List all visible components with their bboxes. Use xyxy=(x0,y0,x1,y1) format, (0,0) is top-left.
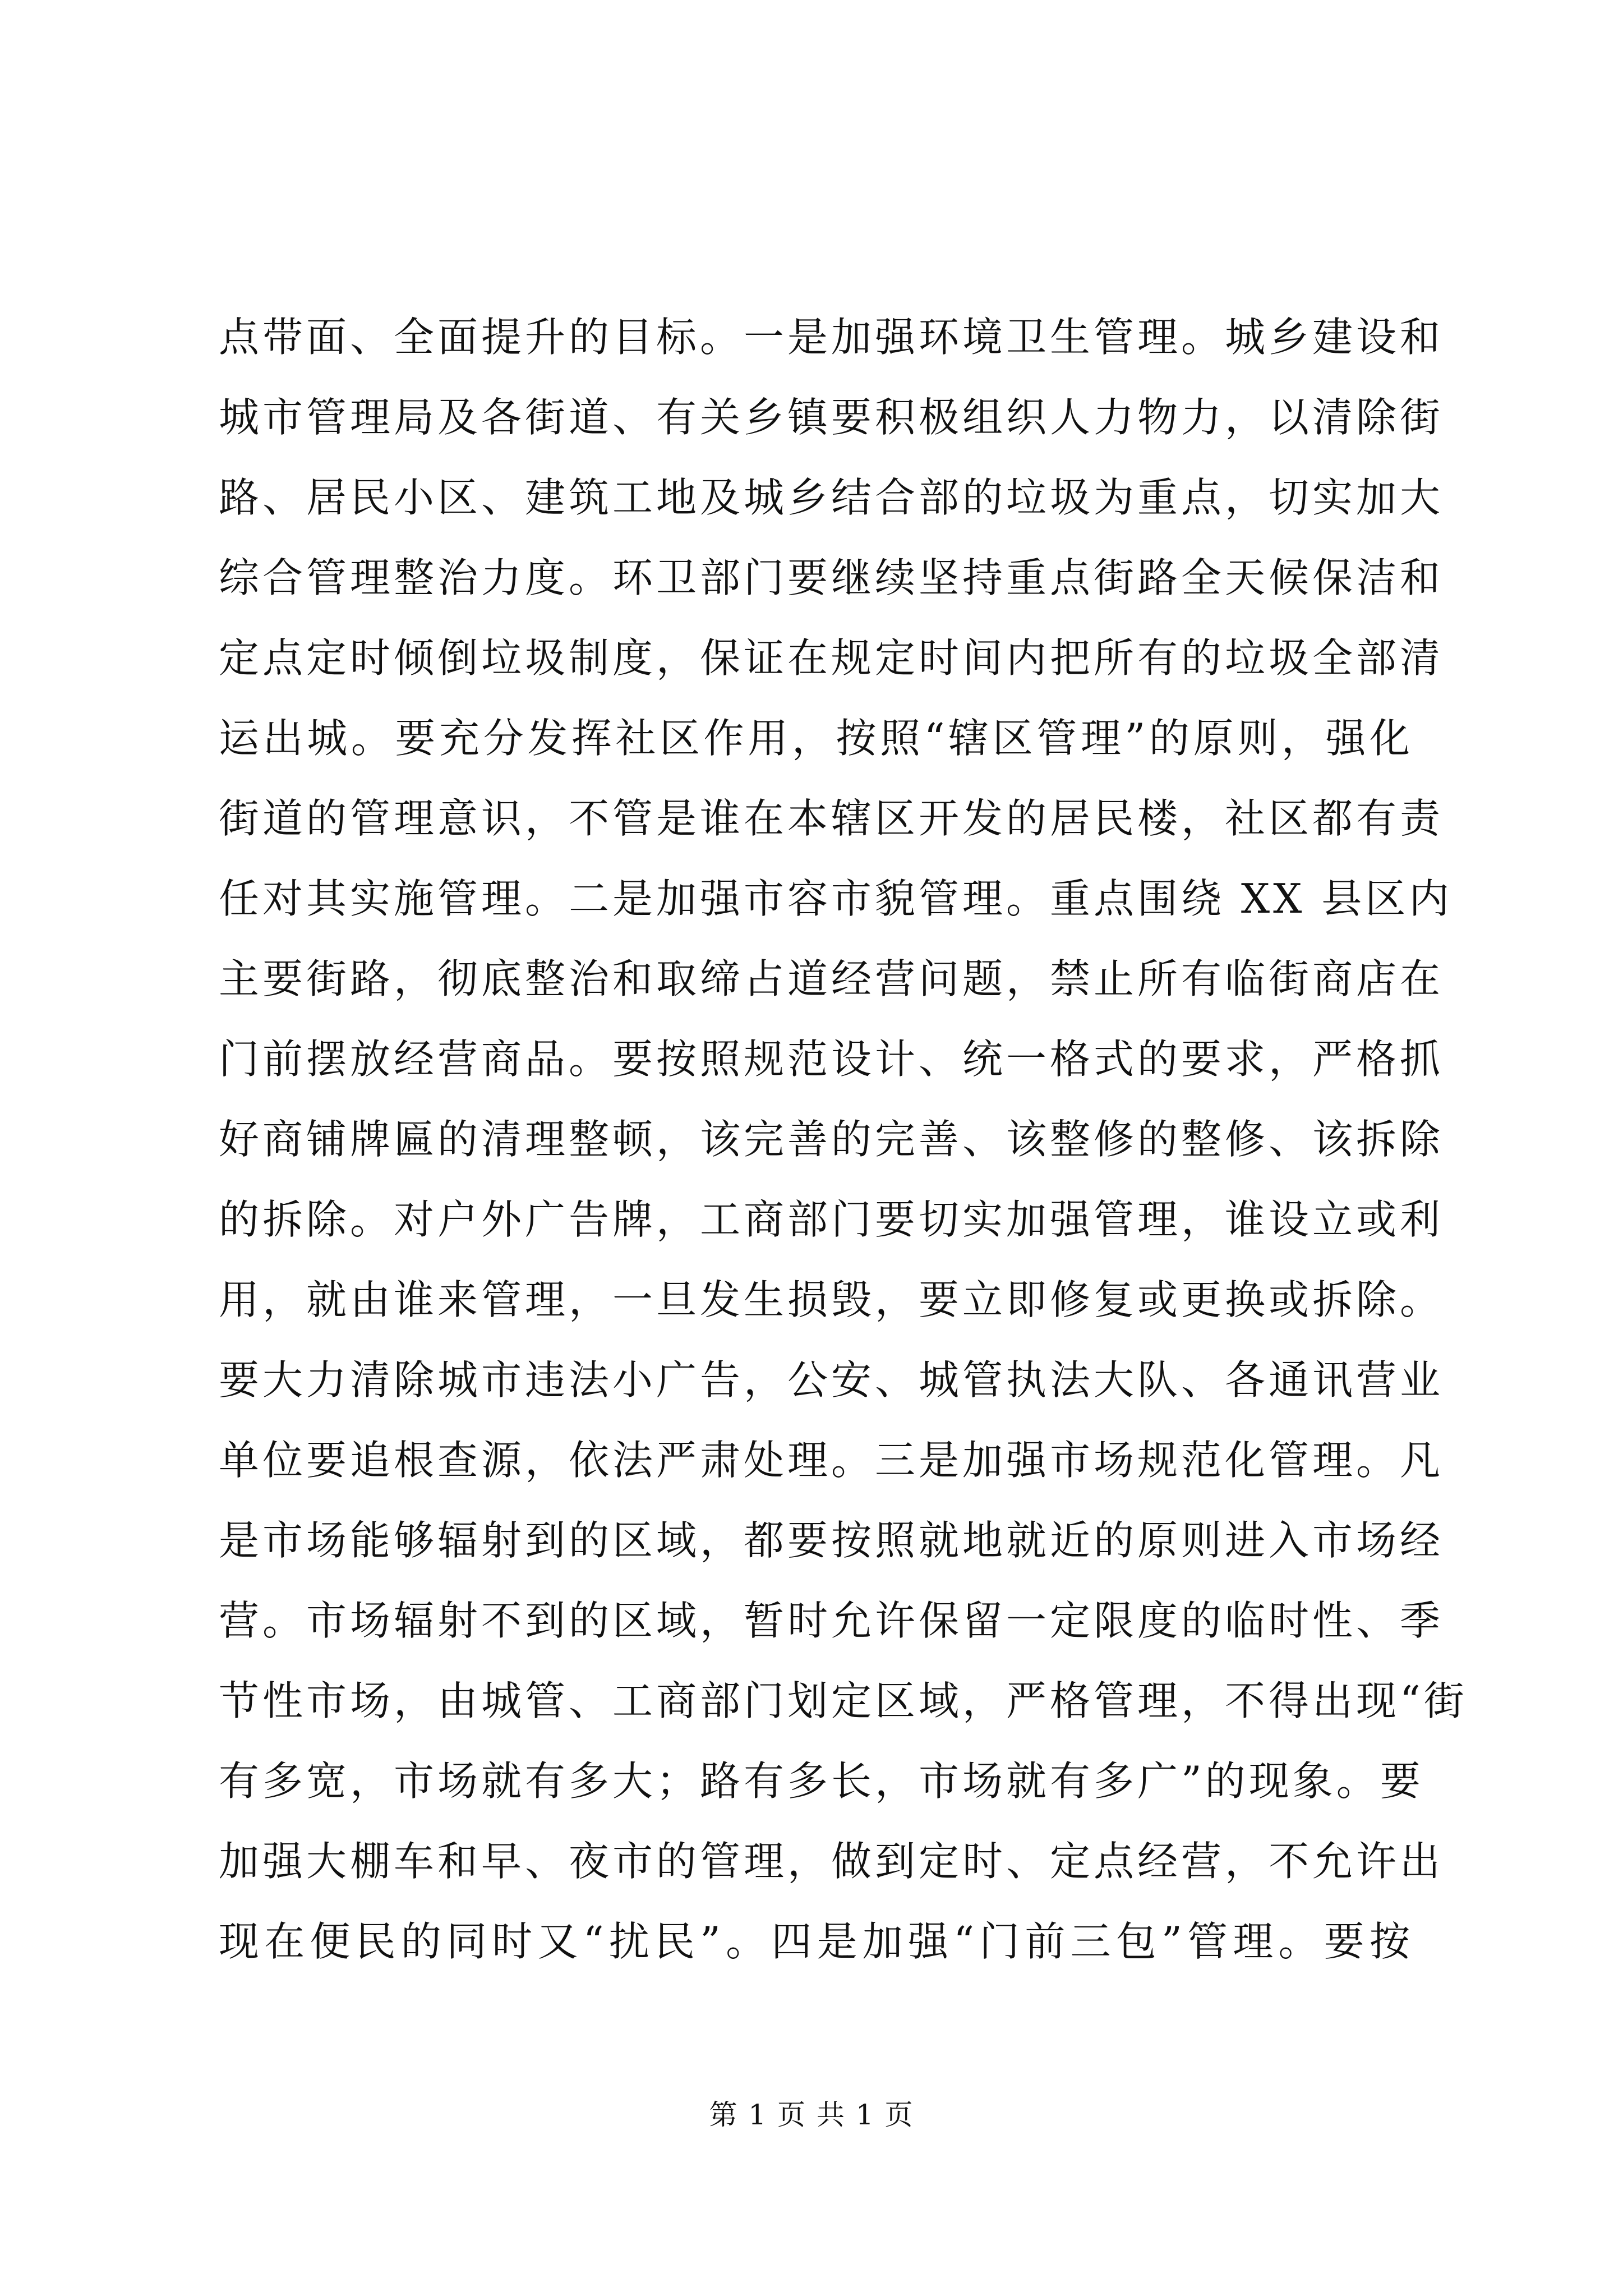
page-footer xyxy=(0,2095,1623,2134)
text-line: 现在便民的同时又“扰民”。四是加强“门前三包”管理。要按 xyxy=(219,1918,1413,1965)
text-line: 好商铺牌匾的清理整顿，该完善的完善、该整修的整修、该拆除 xyxy=(219,1116,1444,1163)
text-line: 的拆除。对户外广告牌，工商部门要切实加强管理，谁设立或利 xyxy=(219,1196,1444,1243)
text-line: 运出城。要充分发挥社区作用，按照“辖区管理”的原则，强化 xyxy=(219,715,1413,762)
text-line: 城市管理局及各街道、有关乡镇要积极组织人力物力，以清除街 xyxy=(219,394,1444,441)
text-line: 定点定时倾倒垃圾制度，保证在规定时间内把所有的垃圾全部清 xyxy=(219,634,1444,682)
text-line: 路、居民小区、建筑工地及城乡结合部的垃圾为重点，切实加大 xyxy=(219,474,1444,521)
text-line: 单位要追根查源，依法严肃处理。三是加强市场规范化管理。凡 xyxy=(219,1437,1444,1484)
text-line: 用，就由谁来管理，一旦发生损毁，要立即修复或更换或拆除。 xyxy=(219,1276,1444,1323)
text-line: 主要街路，彻底整治和取缔占道经营问题，禁止所有临街商店在 xyxy=(219,955,1444,1002)
text-line: 是市场能够辐射到的区域，都要按照就地就近的原则进入市场经 xyxy=(219,1517,1444,1564)
text-line: 门前摆放经营商品。要按照规范设计、统一格式的要求，严格抓 xyxy=(219,1036,1444,1083)
text-line: 节性市场，由城管、工商部门划定区域，严格管理，不得出现“街 xyxy=(219,1677,1468,1724)
text-line: 综合管理整治力度。环卫部门要继续坚持重点街路全天候保洁和 xyxy=(219,554,1444,601)
text-line: 点带面、全面提升的目标。一是加强环境卫生管理。城乡建设和 xyxy=(219,314,1444,361)
text-line: 营。市场辐射不到的区域，暂时允许保留一定限度的临时性、季 xyxy=(219,1597,1444,1644)
text-line: 街道的管理意识，不管是谁在本辖区开发的居民楼，社区都有责 xyxy=(219,795,1444,842)
body-paragraph xyxy=(219,297,1468,1982)
page-number: 第 1 页 共 1 页 xyxy=(709,2099,914,2131)
text-line: 任对其实施管理。二是加强市容市貌管理。重点围绕 XX 县区内 xyxy=(219,875,1453,922)
text-line: 有多宽，市场就有多大；路有多长，市场就有多广”的现象。要 xyxy=(219,1757,1424,1805)
text-line: 加强大棚车和早、夜市的管理，做到定时、定点经营，不允许出 xyxy=(219,1838,1444,1885)
text-line: 要大力清除城市违法小广告，公安、城管执法大队、各通讯营业 xyxy=(219,1356,1444,1404)
